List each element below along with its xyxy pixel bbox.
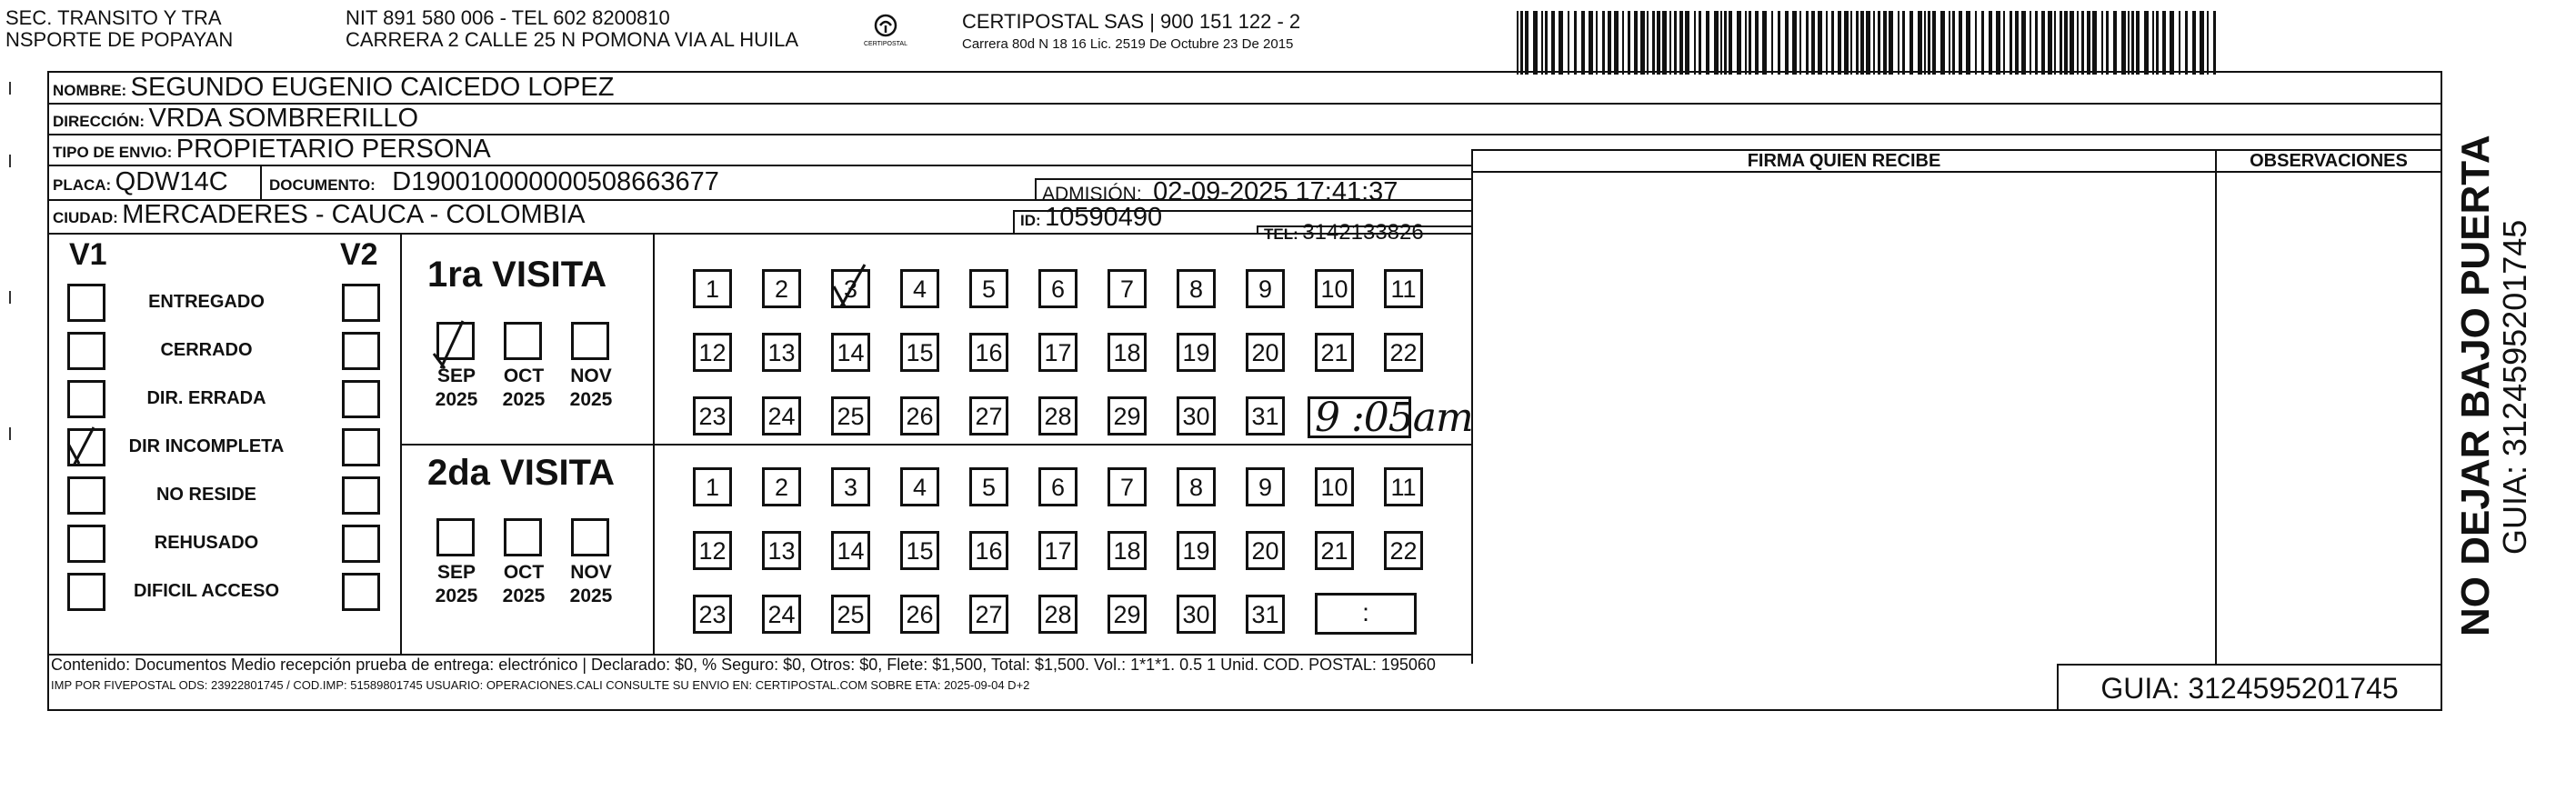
visit2-year-label: 2025 <box>569 586 613 606</box>
type-label: TIPO DE ENVIO: <box>53 144 173 161</box>
visit1-day-cell[interactable] <box>831 396 870 436</box>
visit2-day-number: 3 <box>843 474 858 501</box>
visit1-day-number: 10 <box>1320 275 1348 303</box>
name-row <box>53 74 614 105</box>
status-label: DIFICIL ACCESO <box>133 581 279 601</box>
type-row <box>53 135 491 167</box>
sig-right-line <box>2441 134 2442 664</box>
visit2-day-cell[interactable] <box>1246 531 1285 570</box>
visit2-day-number: 23 <box>698 601 727 628</box>
visit2-title: 2da VISITA <box>427 453 615 493</box>
visit1-day-cell[interactable] <box>900 269 939 308</box>
visit1-day-number: 18 <box>1113 339 1141 366</box>
visit1-day-number: 24 <box>767 403 796 430</box>
visit2-day-number: 10 <box>1320 474 1348 501</box>
visit1-day-cell[interactable] <box>693 396 732 436</box>
visit2-month-label: NOV <box>570 562 612 583</box>
visit1-day-number: 25 <box>837 403 865 430</box>
visit2-day-number: 12 <box>698 537 727 565</box>
side-guia-text: GUIA: 3124595201745 <box>2496 219 2533 555</box>
visit2-day-number: 20 <box>1251 537 1279 565</box>
visit2-day-number: 29 <box>1113 601 1141 628</box>
cell-divider <box>1257 225 1258 233</box>
city-label: CIUDAD: <box>53 209 118 226</box>
visit2-day-cell[interactable] <box>762 595 801 634</box>
visit1-day-number: 20 <box>1251 339 1279 366</box>
visit2-day-cell[interactable] <box>693 467 732 506</box>
status-label: ENTREGADO <box>148 292 265 312</box>
address-row <box>53 105 418 136</box>
tel-label: TEL: <box>1264 225 1298 243</box>
visit1-day-cell[interactable] <box>1384 333 1423 372</box>
visit1-day-cell[interactable] <box>1108 269 1147 308</box>
visit2-day-cell[interactable] <box>900 467 939 506</box>
margin-mark <box>9 291 11 304</box>
visit1-day-number: 16 <box>975 339 1003 366</box>
visit1-day-cell[interactable] <box>1038 269 1078 308</box>
v2-status-checkbox[interactable] <box>342 525 380 563</box>
visit1-day-number: 19 <box>1182 339 1210 366</box>
visit1-day-number: 3 <box>843 275 858 303</box>
visit1-month-label: SEP <box>436 365 476 386</box>
visit2-day-cell[interactable] <box>1038 531 1078 570</box>
visit2-day-cell[interactable] <box>969 531 1008 570</box>
certipostal-logo <box>860 13 911 49</box>
margin-mark <box>9 82 11 95</box>
visit1-month-checkbox[interactable] <box>571 322 609 360</box>
visit1-year-label: 2025 <box>435 389 478 410</box>
visit2-day-cell[interactable] <box>1108 467 1147 506</box>
visit2-year-label: 2025 <box>502 586 546 606</box>
v2-status-checkbox[interactable] <box>342 476 380 515</box>
visit2-day-number: 5 <box>981 474 997 501</box>
visit2-day-number: 9 <box>1258 474 1273 501</box>
plate-label: PLACA: <box>53 176 112 194</box>
visit1-month-label: NOV <box>570 365 612 386</box>
visit2-month-label: SEP <box>436 562 476 583</box>
visit1-day-cell[interactable] <box>1038 396 1078 436</box>
courier-license: Carrera 80d N 18 16 Lic. 2519 De Octubre 23 De 2015 <box>962 36 1294 52</box>
visit1-year-label: 2025 <box>569 389 613 410</box>
visit2-day-cell[interactable] <box>1384 467 1423 506</box>
visit2-day-number: 19 <box>1182 537 1210 565</box>
tel-value: 3142133826 <box>1302 220 1424 245</box>
visit2-day-number: 30 <box>1182 601 1210 628</box>
visit1-day-cell[interactable] <box>762 396 801 436</box>
side-text-block <box>2453 91 2498 636</box>
visit1-day-cell[interactable] <box>1315 269 1354 308</box>
visit1-day-number: 21 <box>1320 339 1348 366</box>
visit2-day-number: 21 <box>1320 537 1348 565</box>
no-dejar-text: NO DEJAR BAJO PUERTA <box>2453 135 2498 636</box>
visit2-month-checkbox[interactable] <box>436 518 475 556</box>
visit2-day-number: 24 <box>767 601 796 628</box>
visit1-day-cell[interactable] <box>693 333 732 372</box>
city-value: MERCADERES - CAUCA - COLOMBIA <box>122 200 586 229</box>
form-right-line-step <box>2441 117 2442 134</box>
status-label: CERRADO <box>160 340 253 360</box>
row-divider <box>49 165 1473 166</box>
visit2-day-cell[interactable] <box>693 531 732 570</box>
address-label: DIRECCIÓN: <box>53 113 145 130</box>
visit2-time-box[interactable] <box>1315 593 1417 635</box>
visit2-day-cell[interactable] <box>1315 531 1354 570</box>
visit2-day-cell[interactable] <box>693 595 732 634</box>
visit1-day-number: 2 <box>774 275 789 303</box>
cell-divider <box>260 166 262 199</box>
visit1-day-cell[interactable] <box>1246 333 1285 372</box>
visit1-day-cell[interactable] <box>1315 333 1354 372</box>
status-label: DIR INCOMPLETA <box>128 436 285 456</box>
visit2-day-cell[interactable] <box>900 531 939 570</box>
sender-line-1: SEC. TRANSITO Y TRA <box>5 6 222 29</box>
visit1-day-cell[interactable] <box>1177 396 1216 436</box>
id-value: 10590490 <box>1045 203 1163 232</box>
visit2-year-label: 2025 <box>435 586 478 606</box>
visit1-year-label: 2025 <box>502 389 546 410</box>
admission-label: ADMISIÓN: <box>1042 184 1142 205</box>
visit1-day-number: 22 <box>1389 339 1418 366</box>
cell-divider <box>1035 178 1037 199</box>
visit2-day-cell[interactable] <box>831 467 870 506</box>
visit1-day-number: 30 <box>1182 403 1210 430</box>
document-label: DOCUMENTO: <box>269 176 376 194</box>
visit2-day-number: 6 <box>1050 474 1066 501</box>
visit2-day-number: 11 <box>1390 474 1417 501</box>
visit2-day-number: 8 <box>1188 474 1204 501</box>
visit2-day-number: 18 <box>1113 537 1141 565</box>
row-divider <box>49 233 1473 235</box>
visit2-day-number: 17 <box>1044 537 1072 565</box>
visit1-title: 1ra VISITA <box>427 255 607 295</box>
visit2-day-cell[interactable] <box>1246 595 1285 634</box>
nit-line: NIT 891 580 006 - TEL 602 8200810 <box>346 6 670 29</box>
cell-divider <box>1013 210 1015 233</box>
visit2-day-number: 26 <box>906 601 934 628</box>
address-value: VRDA SOMBRERILLO <box>148 104 419 133</box>
visit1-day-cell[interactable] <box>969 269 1008 308</box>
margin-mark <box>9 155 11 167</box>
visit1-day-cell[interactable] <box>1177 269 1216 308</box>
visit1-day-number: 15 <box>906 339 934 366</box>
visit1-day-number: 8 <box>1188 275 1204 303</box>
guia-box-right <box>2441 664 2442 709</box>
name-label: NOMBRE: <box>53 82 127 99</box>
visit2-day-number: 14 <box>837 537 865 565</box>
visit2-day-cell[interactable] <box>969 595 1008 634</box>
visit1-time-box[interactable] <box>1308 395 1498 446</box>
visit1-day-number: 23 <box>698 403 727 430</box>
visit1-day-number: 29 <box>1113 403 1141 430</box>
form-left-line <box>47 71 49 664</box>
side-guia-block <box>2497 100 2533 555</box>
visit1-day-number: 9 <box>1258 275 1273 303</box>
visit2-day-cell[interactable] <box>1108 531 1147 570</box>
visit1-day-cell[interactable] <box>900 396 939 436</box>
document-value: D190010000000508663677 <box>392 167 719 196</box>
visit1-day-number: 12 <box>698 339 727 366</box>
visit1-day-number: 14 <box>837 339 865 366</box>
visit1-day-number: 4 <box>912 275 927 303</box>
visit2-day-number: 22 <box>1389 537 1418 565</box>
plate-cell <box>53 168 228 200</box>
city-cell <box>53 201 585 233</box>
logo-text: CERTIPOSTAL <box>864 41 907 47</box>
visit1-day-number: 7 <box>1119 275 1135 303</box>
visit2-day-cell[interactable] <box>762 531 801 570</box>
status-label: REHUSADO <box>154 533 259 553</box>
visit1-month-checkbox[interactable] <box>436 322 475 360</box>
visit2-day-number: 16 <box>975 537 1003 565</box>
guia-box-top <box>2057 664 2441 666</box>
v1-header: V1 <box>69 237 107 272</box>
visit1-month-checkbox[interactable] <box>504 322 542 360</box>
courier-name: CERTIPOSTAL SAS | 900 151 122 - 2 <box>962 10 1301 33</box>
visit1-day-number: 17 <box>1044 339 1072 366</box>
visit2-day-cell[interactable] <box>1108 595 1147 634</box>
visit2-day-number: 4 <box>912 474 927 501</box>
observations-field[interactable] <box>2219 175 2439 662</box>
visit2-day-cell[interactable] <box>969 467 1008 506</box>
visit1-day-number: 1 <box>705 275 720 303</box>
visit1-day-cell[interactable] <box>969 333 1008 372</box>
visit1-day-cell[interactable] <box>1108 333 1147 372</box>
visit1-day-cell[interactable] <box>1246 396 1285 436</box>
visit1-day-number: 27 <box>975 403 1003 430</box>
visit1-day-cell[interactable] <box>831 333 870 372</box>
admission-value: 02-09-2025 17:41:37 <box>1153 177 1398 206</box>
name-value: SEGUNDO EUGENIO CAICEDO LOPEZ <box>130 73 615 102</box>
visit2-time-value: : <box>1362 598 1369 626</box>
document-cell <box>269 168 719 200</box>
visit1-day-number: 28 <box>1044 403 1072 430</box>
visit2-day-number: 15 <box>906 537 934 565</box>
visit1-day-cell[interactable] <box>1384 269 1423 308</box>
type-value: PROPIETARIO PERSONA <box>175 135 491 164</box>
visit2-day-cell[interactable] <box>1246 467 1285 506</box>
form-right-line-top <box>2441 71 2442 117</box>
visit2-day-cell[interactable] <box>1177 467 1216 506</box>
visit2-month-checkbox[interactable] <box>571 518 609 556</box>
visit1-day-cell[interactable] <box>969 396 1008 436</box>
visit2-day-cell[interactable] <box>900 595 939 634</box>
id-label: ID: <box>1020 212 1041 229</box>
visit1-day-cell[interactable] <box>1246 269 1285 308</box>
visit2-day-number: 31 <box>1251 601 1279 628</box>
visit1-day-cell[interactable] <box>693 269 732 308</box>
v2-status-checkbox[interactable] <box>342 428 380 466</box>
status-label: DIR. ERRADA <box>146 388 266 408</box>
visit1-month-label: OCT <box>503 365 545 386</box>
visit1-day-cell[interactable] <box>762 333 801 372</box>
visit2-day-cell[interactable] <box>1384 531 1423 570</box>
guia-box-text: GUIA: 3124595201745 <box>2100 672 2399 705</box>
sender-address-line: CARRERA 2 CALLE 25 N POMONA VIA AL HUILA <box>346 28 799 51</box>
visit1-day-number: 13 <box>767 339 796 366</box>
v2-header: V2 <box>340 237 378 272</box>
imp-line: IMP POR FIVEPOSTAL ODS: 23922801745 / COD.IMP: 51589801745 USUARIO: OPERACIONES.CALI CONSULTE SU ENVIO EN: CERTIPOSTAL.COM SOBRE ETA: 2025-09-04 D+2 <box>51 678 1030 692</box>
sig-header-line <box>1473 171 2441 173</box>
visit2-day-cell[interactable] <box>1177 595 1216 634</box>
form-bottom-line <box>47 709 2442 711</box>
visit1-day-cell[interactable] <box>1108 396 1147 436</box>
signature-field[interactable] <box>1475 175 2213 662</box>
visit2-day-cell[interactable] <box>1038 467 1078 506</box>
visit2-day-number: 28 <box>1044 601 1072 628</box>
visit2-day-cell[interactable] <box>1315 467 1354 506</box>
visit2-day-number: 13 <box>767 537 796 565</box>
visit2-day-cell[interactable] <box>1177 531 1216 570</box>
visit1-day-cell[interactable] <box>1038 333 1078 372</box>
visit2-day-cell[interactable] <box>831 595 870 634</box>
visit1-day-cell[interactable] <box>1177 333 1216 372</box>
visit1-day-cell[interactable] <box>831 269 870 308</box>
v2-status-checkbox[interactable] <box>342 573 380 611</box>
visit2-day-cell[interactable] <box>762 467 801 506</box>
observations-header: OBSERVACIONES <box>2250 151 2408 171</box>
v2-status-checkbox[interactable] <box>342 284 380 322</box>
visit2-month-checkbox[interactable] <box>504 518 542 556</box>
footer-left-line <box>47 664 49 709</box>
id-cell <box>1020 204 1162 235</box>
visit1-day-cell[interactable] <box>762 269 801 308</box>
visit1-day-number: 6 <box>1050 275 1066 303</box>
visit1-day-number: 11 <box>1390 275 1417 303</box>
barcode <box>1517 11 2226 76</box>
margin-mark <box>9 427 11 440</box>
plate-value: QDW14C <box>115 167 228 196</box>
visit1-day-number: 26 <box>906 403 934 430</box>
sender-line-2: NSPORTE DE POPAYAN <box>5 28 234 51</box>
obs-divider-line <box>2215 149 2217 664</box>
visit2-day-number: 25 <box>837 601 865 628</box>
visit2-day-number: 7 <box>1119 474 1135 501</box>
visit1-day-number: 5 <box>981 275 997 303</box>
visit2-day-cell[interactable] <box>1038 595 1078 634</box>
visit1-time-value: 9 :05am <box>1315 395 1473 441</box>
visit2-month-label: OCT <box>503 562 545 583</box>
visit2-day-number: 27 <box>975 601 1003 628</box>
signature-header: FIRMA QUIEN RECIBE <box>1747 151 1941 171</box>
visit2-day-number: 1 <box>705 474 720 501</box>
visit1-day-cell[interactable] <box>900 333 939 372</box>
v2-status-checkbox[interactable] <box>342 332 380 370</box>
status-label: NO RESIDE <box>155 485 257 505</box>
content-line: Contenido: Documentos Medio recepción prueba de entrega: electrónico | Declarado: $0, % Seguro: $0, Otros: $0, Flete: $1,500, Total: $1,500. Vol.: 1*1*1. 0.5 1 Unid. COD. POSTAL: 195060 <box>51 656 1436 674</box>
visit1-day-number: 31 <box>1251 403 1279 430</box>
visit2-day-cell[interactable] <box>831 531 870 570</box>
visit2-day-number: 2 <box>774 474 789 501</box>
v2-status-checkbox[interactable] <box>342 380 380 418</box>
